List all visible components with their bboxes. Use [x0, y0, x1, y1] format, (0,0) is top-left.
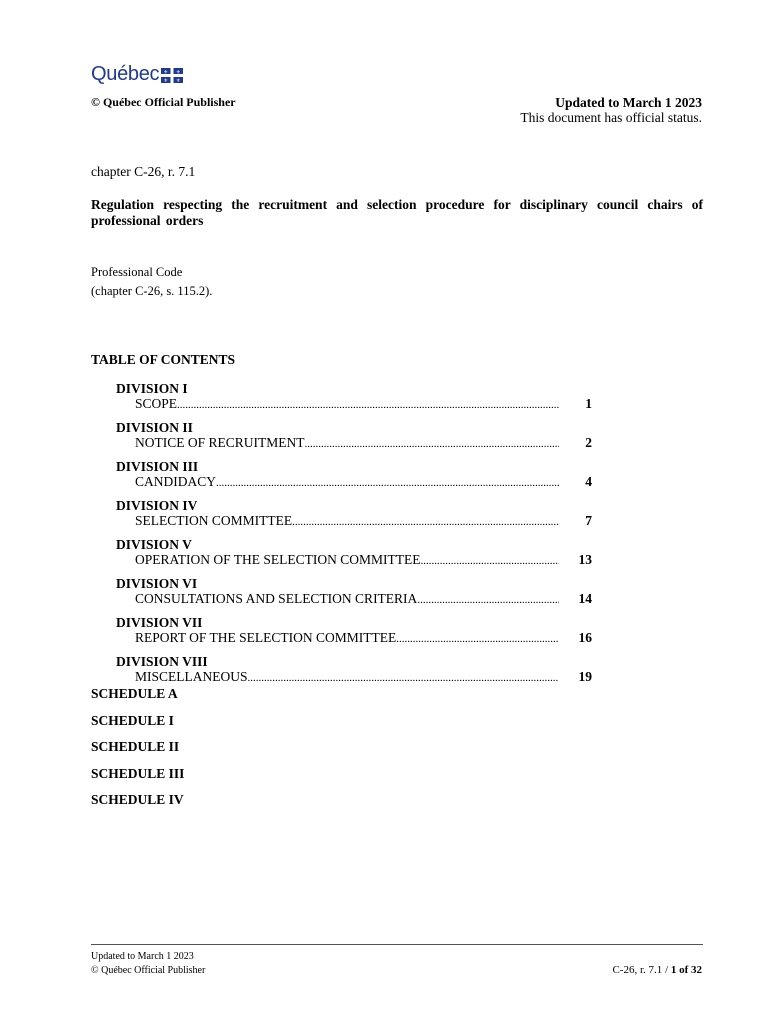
toc-entry[interactable] [116, 381, 592, 413]
enabling-law [91, 263, 212, 301]
toc-line [116, 669, 592, 686]
toc-title: CONSULTATIONS AND SELECTION CRITERIA [135, 591, 418, 606]
toc-entry[interactable] [116, 498, 592, 530]
toc-title: CANDIDACY [135, 474, 216, 489]
footer-publisher: © Québec Official Publisher [91, 965, 206, 976]
updated-date: Updated to March 1 2023 [555, 95, 702, 110]
toc-line [116, 435, 592, 452]
toc-page: 14 [578, 591, 592, 606]
toc-division: DIVISION I [116, 381, 188, 396]
toc-title: REPORT OF THE SELECTION COMMITTEE [135, 630, 397, 645]
toc-leader [177, 398, 559, 413]
toc-entry[interactable] [116, 537, 592, 569]
toc-entry[interactable] [116, 654, 592, 686]
toc-leader [216, 476, 559, 491]
toc-page: 1 [585, 396, 592, 411]
toc-title: NOTICE OF RECRUITMENT [135, 435, 305, 450]
table-of-contents [116, 381, 592, 693]
chapter-reference: chapter C-26, r. 7.1 [91, 164, 196, 179]
schedule-link[interactable]: SCHEDULE I [91, 712, 174, 728]
toc-page: 19 [578, 669, 592, 684]
svg-text:⚜: ⚜ [163, 77, 169, 83]
toc-line [116, 396, 592, 413]
toc-title: MISCELLANEOUS [135, 669, 248, 684]
schedule-link[interactable]: SCHEDULE A [91, 686, 178, 701]
toc-title: OPERATION OF THE SELECTION COMMITTEE [135, 552, 421, 567]
toc-division: DIVISION IV [116, 498, 198, 513]
toc-division: DIVISION II [116, 420, 193, 435]
toc-page: 16 [578, 630, 592, 645]
official-status: This document has official status. [520, 110, 702, 125]
regulation-title: Regulation respecting the recruitment and selection procedure for disciplinary council chairs of professional orders [91, 197, 703, 228]
toc-page: 4 [585, 474, 592, 489]
toc-entry[interactable] [116, 615, 592, 647]
publisher-notice: © Québec Official Publisher [91, 95, 236, 109]
toc-line [116, 513, 592, 530]
toc-line [116, 552, 592, 569]
toc-title: SELECTION COMMITTEE [135, 513, 293, 528]
quebec-logo [91, 62, 183, 86]
footer-page-ref [612, 964, 702, 976]
enabling-law-ref: (chapter C-26, s. 115.2). [91, 284, 213, 298]
toc-leader [417, 593, 559, 608]
schedule-link[interactable]: SCHEDULE III [91, 765, 185, 781]
toc-page: 2 [585, 435, 592, 450]
schedule-link[interactable]: SCHEDULE IV [91, 792, 184, 807]
toc-leader [292, 515, 559, 530]
logo-wordmark: Québec [91, 62, 160, 85]
toc-division: DIVISION VII [116, 615, 203, 630]
svg-text:⚜: ⚜ [176, 77, 181, 83]
toc-entry[interactable] [116, 420, 592, 452]
footer-ref: C-26, r. 7.1 / [612, 964, 671, 976]
toc-page: 13 [578, 552, 592, 567]
toc-leader [248, 671, 559, 686]
svg-text:⚜: ⚜ [163, 68, 169, 75]
toc-division: DIVISION VIII [116, 654, 208, 669]
toc-leader [305, 437, 560, 452]
schedule-list [91, 686, 184, 819]
schedule-link[interactable]: SCHEDULE II [91, 739, 180, 754]
fleurdelise-flag-icon [161, 68, 183, 83]
toc-line [116, 591, 592, 608]
toc-leader [421, 554, 560, 569]
toc-title: SCOPE [135, 396, 178, 411]
toc-division: DIVISION VI [116, 576, 198, 591]
svg-text:⚜: ⚜ [176, 68, 181, 75]
toc-line [116, 474, 592, 491]
footer-left [91, 950, 205, 978]
toc-line [116, 630, 592, 647]
page-number: 1 of 32 [670, 964, 702, 976]
toc-entry[interactable] [116, 576, 592, 608]
toc-entry[interactable] [116, 459, 592, 491]
footer-updated: Updated to March 1 2023 [91, 951, 194, 962]
toc-division: DIVISION V [116, 537, 192, 552]
toc-leader [396, 632, 559, 647]
toc-page: 7 [585, 513, 592, 528]
enabling-law-name: Professional Code [91, 265, 183, 279]
toc-division: DIVISION III [116, 459, 199, 474]
toc-heading: TABLE OF CONTENTS [91, 352, 236, 367]
footer-divider [91, 944, 703, 945]
